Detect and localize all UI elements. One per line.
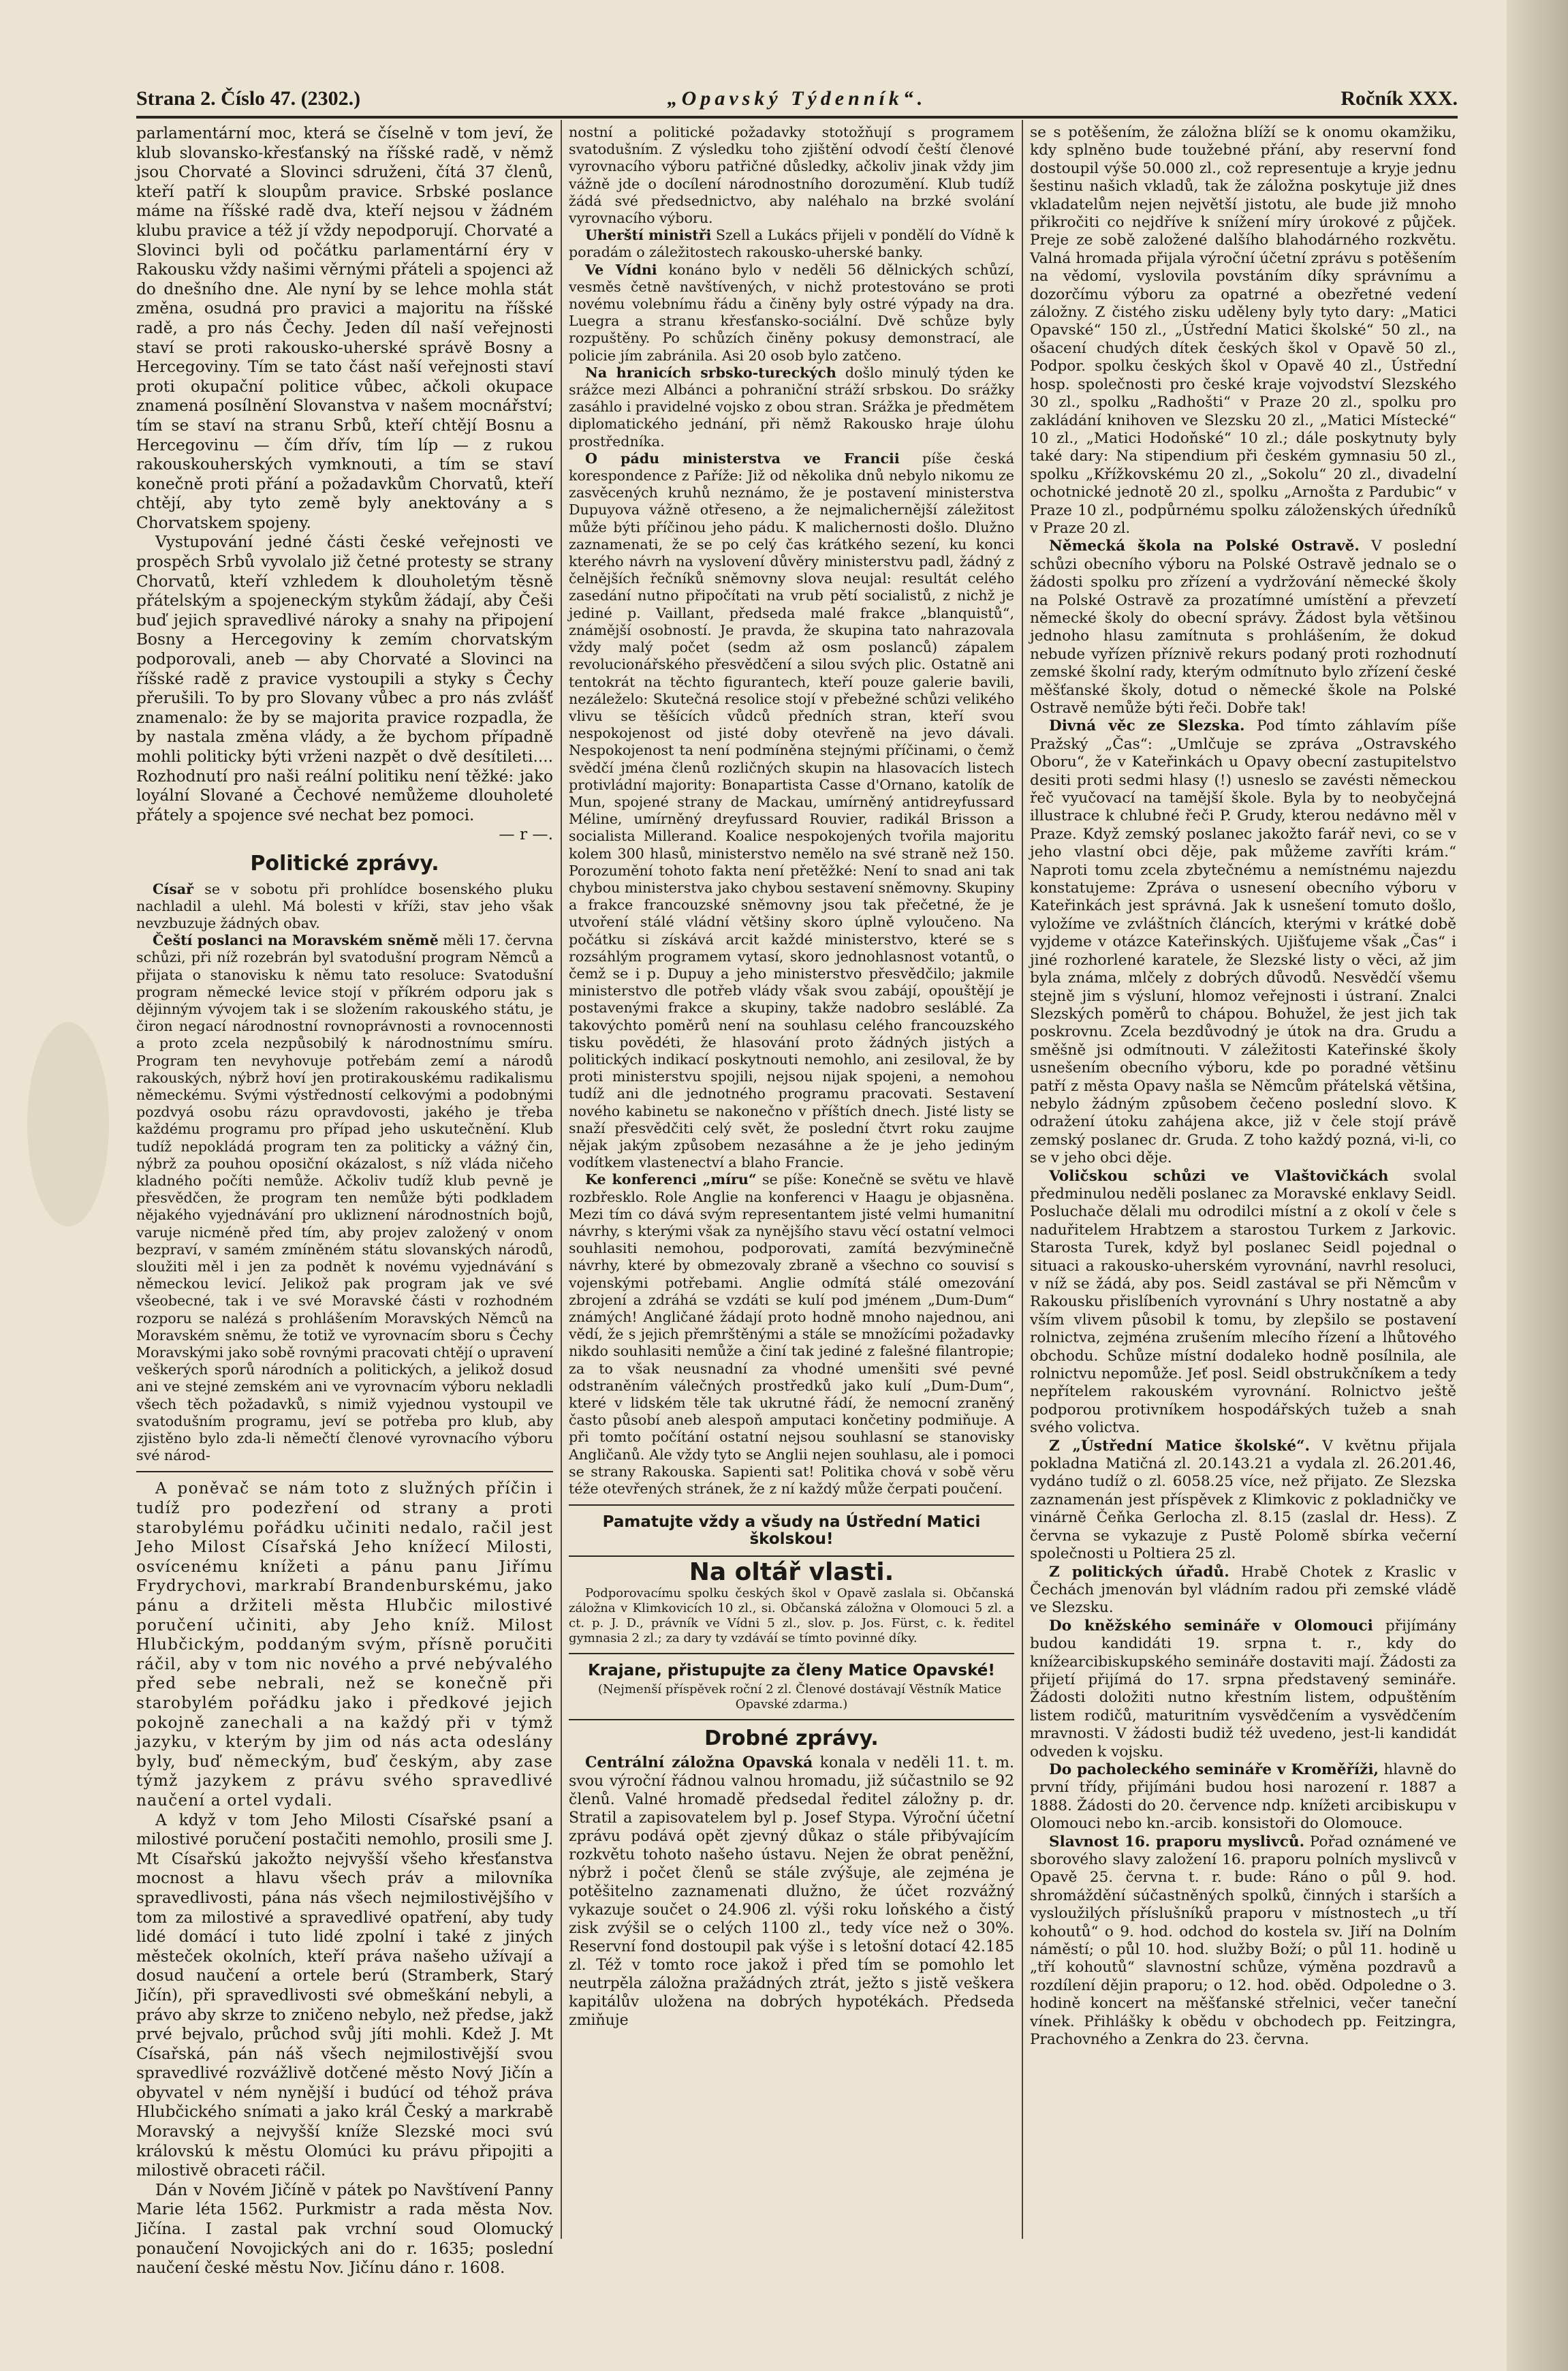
- donation-list: Podporovacímu spolku českých škol v Opavě zaslala si. Občanská záložna v Klimkovicích 10 zl., si. Občanská záložna v Olomouci 5 zl. a ct. p. J. D., právník ve Vídni 5 zl., slov. p. Jos. Fürst, c. k. ředitel gymnasia 2 zl.; za dary ty vzdáváí se tímto povinné díky.: [569, 1585, 1014, 1645]
- column-divider: [561, 120, 562, 2239]
- divider: [569, 1504, 1014, 1506]
- page-edge-shadow: [1507, 0, 1568, 2371]
- historical-document-text: A poněvač se nám toto z služných příčin i tudíž pro podezření od strany a proti starobylému pořádku učiniti nedalo, račil jest Jeho Milost Císařská Jeho knížecí Milosti, osvícenému knížeti a pánu panu Jiřímu Frydrychovi, markrabí Brandenburskému, jako pánu a držiteli města Hlubčic milostivé poručení učiniti, aby Jeho kníž. Milost Hlubčickým, poddaným svým, přísně poručiti ráčil, aby v tom nic nového a prvé nebývalého před sebe nebrali, než se konečně při starobylém pořádku jako i předkové jejich pokojně zanechali a na každý při v týmž jazyku, v kterým by jim od nás acta odeslány byly, buď německým, buď českým, aby zase týmž jazykem z právu svého spravedlivé naučení a ortel vydali.: [136, 1479, 553, 1810]
- section-heading: Na oltář vlasti.: [689, 1558, 894, 1586]
- column-3: [1030, 124, 1456, 2250]
- header-volume: Ročník XXX.: [1340, 87, 1458, 110]
- news-item: Ke konferenci „míru“ se píše: Konečně se světu ve hlavě rozbřesklo. Role Anglie na konferenci v Haagu je objasněna. Mezi tím co dává svým representantem jisté velmi humanitní návrhy, s kterými však za nynějšího stavu věcí ostatní velmoci souhlasiti nemohou, podporovati, zamítá bezvýminečně návrhy, které by obmezovaly zbraně a všechno co souvisí s vojenskými potřebami. Anglie odmítá stálé omezování zbrojení a zdráhá se vzdáti se kulí pod jménem „Dum-Dum“ známých! Angličané žádají proto hodně mnoho najednou, ani vědí, že s jejich přemrštěnými a stále se množícími požadavky nikdo souhlasiti nemůže a činí tak jediné z falešné filantropie; za to však neusnadní za vhodné umenšiti své pevné odstraněním válečných prostředků jako kulí „Dum-Dum“, které v lidském těle tak ukrutné řádí, že nemocní zraněný často působí aneb alespoň amputaci končetiny podmiňuje. A při tomto počítání ostatní nejsou souhlasní se stanovisky Angličanů. Ale vždy tyto se Anglii nejen souhlasu, ale i pomoci se strany Rakouska. Sapienti sat! Politika chová v sobě věru téže otevřených stránek, že z ní každý může čerpati poučení.: [569, 1171, 1014, 1498]
- historical-document-text: A když v tom Jeho Milosti Císařské psaní a milostivé poručení postačiti nemohlo, prosili sme J. Mt Císařskú jakožto nejvyšší všeho křesťanstva mocnost a hlavu všech práv a milovníka spravedlivosti, pána nás všech nejmilostivějšího v tom za milostivé a spravedlivé opatření, aby tudy lidé domácí i tuto lidé zpolní i také z jiných městeček okolních, kteří práva našeho užívají a dosud naučení a ortele berú (Stramberk, Starý Jičín), při spravedlivosti své obmeškání nebyli, a právo aby skrze to zničeno nebylo, než předse, jakž prvé bejvalo, průchod svůj jíti mohli. Kdež J. Mt Císařská, pán náš všech nejmilostivější svou spravedlivé rozvážlivě dotčené město Nový Jičín a obyvatel v ném nynější i budúcí od téhož práva Hlubčického snímati a jako král Český a markrabě Moravský a nejvyšší kníže Slezské moci svú královskú k městu Olomúci ku právu připojiti a milostivě obraceti ráčil.: [136, 1810, 553, 2180]
- header-page-number: Strana 2. Číslo 47. (2302.): [136, 87, 361, 110]
- divider: [569, 1555, 1014, 1557]
- news-item: Divná věc ze Slezska. Pod tímto záhlavím píše Pražský „Čas“: „Umlčuje se zpráva „Ostravského Oboru“, že v Kateřinkách u Opavy obecní zastupitelstvo desiti proti sedmi hlasy (!) usneslo se zavésti německou řeč vyučovací na tamější škole. Byla by to neobyčejná illustrace k chlubné řeči P. Grudy, kterou nedávno měl v Praze. Když zemský poslanec jakožto farář nevi, co se v jeho vlastní obci děje, pak můžeme zavříti krám.“ Naproti tomu zcela zbytečnému a nemístnému najezdu konstatujeme: Zpráva o usnesení obecního výboru v Kateřinkách jest správná. Jak k usnešení tomuto došlo, vyložíme ve zvláštních článcích, kterými v krátké době vyjdeme v otázce Kateřinských. Ujišťujeme však „Čas“ i jiné rozhorlené karatele, že Slezské listy o věci, až jim byla známa, mlčely z dobrých důvodů. Nesvědčí všemu stejně jim s výsluní, hlomoz veřejnosti i ústraní. Znalci Slezských poměrů to chápou. Bohužel, že jest jich tak poskrovnu. Zcela bezdůvodný je útok na dra. Grudu a směšně jsi odmítnouti. V záležitosti Kateřinské školy usnešením obecního výboru, kde po poradné většinu patří z města Opavy našla se Němcům přátelská většina, nebylo žádným způsobem čečeno poslední slovo. K odražení útoku zahájena akce, již v čele stojí právě zemský poslanec dr. Gruda. Z toho každý pozná, vi-li, co se v jeho obci děje.: [1030, 717, 1457, 1167]
- news-item: Voličskou schůzi ve Vlaštovičkách svolal předminulou neděli poslanec za Moravské enklavy Seidl. Posluchače dělali mu odrodilci místní a z okolí v čele s naduřitelem Hrabtzem a starostou Turkem z Jarkovic. Starosta Turek, když byl poslanec Seidl pojednal o situaci a rakousko-uherském vyrovnání, navrhl resoluci, v níž se žádá, aby pos. Seidl zastával se při Němcům v Rakousku přislíbeních vyrovnání s Uhry nostatně a aby vším vlivem působil k tomu, by zlepšilo se postavení rolnictva, zejména zrušením mlecího řízení a lhůtového obchodu. Schůze místní dodaleko hodně posílnila, ale rolnictvu nepomůže. Jeť posl. Seidl obstrukčníkem a tedy nepřítelem rakouském vyrovnání. Rolnictvo ještě podporou protivníkem hospodářských tužeb a snah svého volictva.: [1030, 1167, 1456, 1437]
- section-heading: Politické zprávy.: [250, 851, 439, 875]
- news-item: nostní a politické požadavky stotožňují s programem svatodušním. Z výsledku toho zjištění odvodí čeští členové vyrovnacího výboru patřičné důsledky, ačkoliv jinak vždy jim vážně jde o docílení národnostního dorozumění. Klub tudíž žádá své předsednictvo, aby naléhalo na brzké svolání vyrovnacího výboru.: [569, 124, 1014, 227]
- news-item: Uherští ministři Szell a Lukács přijeli v pondělí do Vídně k poradám o záležitostech rakousko-uherské banky.: [569, 227, 1014, 261]
- news-item: Do kněžského semináře v Olomouci přijímány budou kandidáti 19. srpna t. r., kdy do knížearcibiskupského semináře dostaviti mají. Žádosti za přijetí přijímá do 17. srpna představený semináře. Žádosti doložiti nutno křestním listem, odpuštěním listem rodičů, maturitním vysvědčením a vysvědčením mravnosti. V žádosti budiž též uvedeno, jest-li kandidát odveden k vojsku.: [1030, 1617, 1456, 1761]
- news-item: Centrální záložna Opavská konala v neděli 11. t. m. svou výroční řádnou valnou hromadu, již súčastnilo se 92 členů. Valné hromadě předsedal ředitel záložny p. dr. Stratil a zapisovatelem byl p. Josef Stypa. Výroční účetní zprávu podává opět zjevný důkaz o stále přibývajícím rozkvětu tohoto našeho ústavu. Nejen že obrat peněžní, nýbrž i počet členů se stále zvýšuje, ale zejména je potěšitelno zaznamenati dlužno, že účet rozvážný vykazuje součet o 24.906 zl. výši roku loňského a čistý zisk zvýšil se o celých 1100 zl., tedy více než o 30%. Reservní fond dostoupil pak výše i s letošní dotací 42.185 zl. Též v tomto roce jakož i před tím se pomohlo let neutrpěla záložna pražádných ztrát, ježto s jistě veškera kapitálův uložena na dobrých hypotékách. Předseda zmiňuje: [569, 1754, 1014, 2030]
- news-item: Ve Vídni konáno bylo v neděli 56 dělnických schůzí, vesměs četně navštívených, v nichž protestováno se proti novému volebnímu řádu a činěny byly ostré výpady na dra. Luegra a stranu křesťansko-sociální. Dvě schůze byly rozpuštěny. Po schůzích činěny pokusy demonstrací, ale policie jím zabránila. Asi 20 osob bylo zatčeno.: [569, 261, 1014, 364]
- divider: [569, 1653, 1014, 1654]
- divider: [136, 1471, 553, 1472]
- paper-stain: [27, 1022, 109, 1226]
- news-item: Do pacholeckého semináře v Kroměříži, hlavně do první třídy, přijímáni budou hosi narození r. 1887 a 1888. Žádosti do 20. července ndp. knížeti arcibiskupu v Olomouci nebo kn.-arcib. konsistoři do Olomouce.: [1030, 1761, 1456, 1833]
- page-header: [136, 87, 1458, 114]
- news-item: Císař se v sobotu při prohlídce bosenského pluku nachladil a ulehl. Má bolesti v kříži, stav jeho však nevzbuzuje žádných obav.: [136, 880, 553, 931]
- column-2: [569, 124, 1014, 2250]
- historical-document-text: Dán v Novém Jičíně v pátek po Navštívení Panny Marie léta 1562. Purkmistr a rada města Nov. Jičína. I zastal pak vrchní soud Olomucký ponaučení Novojických ani do r. 1635; poslední naučení české městu Nov. Jičínu dáno r. 1608.: [136, 2180, 553, 2278]
- column-1: [136, 124, 553, 2278]
- membership-note: (Nejmenší příspěvek roční 2 zl. Členové dostávají Věstník Matice Opavské zdarma.): [597, 1682, 1002, 1712]
- matice-appeal: Pamatujte vždy a všudy na Ústřední Matici školskou!: [602, 1513, 981, 1549]
- news-item: Z „Ústřední Matice školské“. V květnu přijala pokladna Matičná zl. 20.143.21 a vydala zl. 26.201.46, vydáno tudíž o zl. 6058.25 více, než přijato. Ze Slezska zaznamenán jest příspěvek z Klimkovic z pokladničky ve vinárně Čeňka Gerlocha zl. 8.15 (zaslal dr. Hess). Z června se vykazuje z Pustě Polomě sbírka večerní společnosti u Poltiera 25 zl.: [1030, 1437, 1456, 1563]
- section-heading: Drobné zprávy.: [704, 1726, 879, 1751]
- divider: [569, 1719, 1014, 1720]
- header-rule: [136, 116, 1458, 119]
- news-item: O pádu ministerstva ve Francii píše česká korespondence z Paříže: Již od několika dnů nebylo nikomu ze zasvěcených kruhů neznámo, že je postavení ministerstva Dupuyova vážně otřeseno, a že nejmalichernější záležitost může býti příčinou jeho pádu. K malichernosti došlo. Dlužno zaznamenati, že se po celý čas krátkého sezení, ku konci kterého návrh na vyslovení důvěry ministerstvu padl, žádný z čelnějších řečníků sněmovny slova neujal: resultát celého zasedání nutno připočítati na vrub pětí socialistů, z nichž je jediné p. Vaillant, předseda malé frakce „blanquistů“, známější osobností. Je pravda, že skupina tato nahrazovala vždy malý počet (sedm až osm poslanců) zápalem revolucionářského přesvědčení a silou svých plic. Ostatně ani tentokrát na těchto figurantech, kteří pouze galerie bavili, nezáleželo: Skutečná resolice stojí v přebežné schůzi velikého vlivu se těšících vůdců předních stran, kteří svou nespokojenost od jisté doby otevřeně na jevo dávali. Nespokojenost ta není podmíněna stejnými příčinami, o čemž svědčí jména členů rozličných skupin na hlasovacích listech protivládní majority: Bonapartista Casse d'Ornano, katolík de Mun, spojené strany de Mackau, umírněný antidreyfussard Méline, umírněný dreyfussard Rouvier, radikál Brisson a socialista Millerand. Koalice nespokojených tvořila majoritu kolem 300 hlasů, ministerstvo nemělo na své straně než 150. Porozumění tohoto fakta není přetěžké: Není to snad ani tak chybou ministerstva jako chybou sestavení sněmovny. Skupiny a frakce francouzské sněmovny jsou tak přečetné, že je utvoření stálé vládní většiny skoro úplně vyloučeno. Na počátku si získává arcit každé ministerstvo, které se s rozsáhlým programem vytasí, skoro jednohlasnost votantů, o čemž se i p. Dupuy a jeho ministerstvo přesvědčilo; jakmile ministerstvo dle potřeb vlády však svou zabájí, opouštějí je postavenými frakce a skupiny, takže nadobro sesláblé. Za takovýchto poměrů není na souhlasu celého francouzského tisku povědéti, že hlasování proto žádných jistých a politických indikací poskytnouti nemohlo, ani zesiloval, že by proti ministerstvu spojili, nejsou nijak spojeni, a nemohou tudíž ani dle jednotného programu pracovati. Sestavení nového kabinetu se nakonečno v příštích dnech. Jisté listy se snaží přesvědčiti celý svět, že poslední čtvrt roku zaujme nějak jakým způsobem nezasáhne a že je jeho jediným vodítkem vlastenectví a blaho Francie.: [569, 450, 1014, 1171]
- news-item: Na hranicích srbsko-tureckých došlo minulý týden ke srážce mezi Albánci a pohraniční stráží srbskou. Do srážky zasáhlo i pravidelné vojsko z obou stran. Srážka je předmětem diplomatického jednání, při němž Rakousko hraje úlohu prostředníka.: [569, 364, 1014, 450]
- news-item: Slavnost 16. praporu myslivců. Pořad oznámené ve sborového slavy založení 16. praporu polních myslivců v Opavě 25. června t. r. bude: Ráno o půl 9. hod. shromáždění súčastněných spolků, činných i starších a vysloužilých příslušníků praporu v místnostech „u tří kohoutů“ o 9. hod. odchod do kostela sv. Jiří na Dolním náměstí; o půl 10. hod. služby Boží; o půl 11. hodině u „tří kohoutů“ slavnostní schůze, výměna pozdravů a rozdílení dějin praporu; o 12. hod. oběd. Odpoledne o 3. hodině koncert na měšťanské střelnici, večer taneční vínek. Přihlášky k obědu v obchodech pp. Feitzingra, Prachovného a Zenkra do 23. června.: [1030, 1833, 1456, 2049]
- article-signature: — r —.: [499, 825, 553, 844]
- news-item: Z politických úřadů. Hrabě Chotek z Kraslic v Čechách jmenován byl vládním radou při zemské vládě ve Slezsku.: [1030, 1563, 1456, 1617]
- membership-appeal: Krajane, přistupujte za členy Matice Opavské!: [588, 1661, 995, 1679]
- news-item: Německá škola na Polské Ostravě. V poslední schůzi obecního výboru na Polské Ostravě jednalo se o žádosti spolku pro zřízení a vydržování německé školy na Polské Ostravě za prozatímné umístění a převzetí německé školy do obecní správy. Žádost byla většinou jednoho hlasu zamítnuta s prohlášením, že dokud nebude vyřízen příznivě rekurs podaný proti rozhodnutí zemské školní rady, kterým odmítnuto bylo zřízení české měšťanské školy, dotud o německé škole na Polské Ostravě nemůže býti řeči. Dobře tak!: [1030, 538, 1456, 717]
- article-paragraph: Vystupování jedné části české veřejnosti ve prospěch Srbů vyvolalo již četné protesty se strany Chorvatů, kteří vzhledem k dlouholetým těsně přátelským a spojeneckým stykům žádají, aby Češi buď jejich spravedlivé nároky a snahy na připojení Bosny a Hercegoviny k zemím chorvatským podporovali, aneb — aby Chorvaté a Slovinci na říšské radě z pravice vystoupili a styky s Čechy přerušili. To by pro Slovany vůbec a pro nás zvlášť znamenalo: že by se majorita pravice rozpadla, že by nastala změna vlády, a že bychom případně mohli politicky býti vrženi nazpět o dvě desítileti.... Rozhodnutí pro naši reální politiku není těžké: jako loyální Slované a Čechové nemůžeme dlouholeté přátely a spojence své nechat bez pomoci.: [136, 533, 553, 824]
- article-paragraph: parlamentární moc, která se číselně v tom jeví, že klub slovansko-křesťanský na říšské radě, v němž jsou Chorvaté a Slovinci sdruženi, čítá 37 členů, kteří patří k sloupům pravice. Srbské poslance máme na říšské radě dva, kteří nejsou v žádném klubu pravice a též jí vždy nepodporují. Chorvaté a Slovinci byli od počátku parlamentární éry v Rakousku vždy našimi věrnými přáteli a spojenci až do dnešního dne. Ale nyní by se lehce mohla stát změna, osudná pro pravici a majoritu na říšské radě, a pro nás Čechy. Jeden díl naší veřejnosti staví se proti rakousko-uherské správě Bosny a Hercegoviny. Tím se tato část naší veřejnosti staví proti okupační politice vůbec, ačkoli okupace znamená posílnění Slovanstva v našem mocnářství; tím se staví na stranu Srbů, kteří chtějí Bosnu a Hercegovinu — čím dřív, tím líp — z rukou rakouskouherských vymknouti, a tím se staví konečně proti přání a požadavkům Chorvatů, kteří chtějí, aby tyto země byly anektovány a s Chorvatskem spojeny.: [136, 124, 553, 532]
- column-divider: [1022, 120, 1023, 2239]
- news-item: se s potěšením, že záložna blíží se k onomu okamžiku, kdy splněno bude toužebné přání, aby reservní fond dostoupil výše 50.000 zl., což representuje a kryje jednu šestinu našich vkladů, tak že záložna poskytuje již dnes vkladatelům nejen největší jistotu, ale bude již mnoho přikročiti co nejdříve k snížení míry úrokové z půjček. Preje ze sobě založené dalšího blahodárného rozkvětu. Valná hromada přijala výroční účetní zprávu s potěšením na vědomí, vyslovila povstáním díky správnímu a dozorčímu výboru za opatrné a obezřetné vedení záložny. Z čistého zisku uděleny byly tyto dary: „Matici Opavské“ 150 zl., „Ústřední Matici školské“ 50 zl., na ošacení chudých dítek českých škol v Opavě 50 zl., Podpor. spolku českých škol v Opavě 40 zl., Ústřední hosp. společnosti pro české kraje vojvodství Slezského 30 zl., spolku „Radhošti“ v Praze 20 zl., spolku pro zakládání knihoven ve Slezsku 20 zl., „Matici Místecké“ 10 zl., „Matici Hodoňské“ 10 zl.; dále poskytnuty byly také dary: Na stipendium při českém gymnasiu 50 zl., spolku „Křížkovskému 20 zl., „Sokolu“ 20 zl., divadelní ochotnické jednotě 20 zl., spolku „Arnošta z Pardubic“ v Praze 10 zl., podpůrnému spolku záloženských úředníků v Praze 20 zl.: [1030, 124, 1456, 537]
- header-newspaper-title: „Opavský Týdenník“.: [667, 87, 927, 110]
- news-item: Čeští poslanci na Moravském sněmě měli 17. června schůzi, při níž rozebrán byl svatodušní program Němců a přijata o stanovisku k němu tato resoluce: Svatodušní program německé levice stojí v příkrém odporu jak s dějinným vývojem tak i se složením rakouského státu, je čiron negací národnostní rovnoprávnosti a rovnocennosti a proto zcela nezpůsobilý k národnostnímu smíru. Program ten nevyhovuje potřebám zemí a národů rakouských, nýbrž hoví jen protirakouskému radikalismu německému. Svými výstředností celkovými a podobnými pozdvyá osobu rázu opravdovosti, jakého je třeba každému programu pro případ jeho uskutečnění. Klub tudíž nepokládá program ten za politicky a vážný čin, nýbrž za pouhou oposiční okázalost, s níž vláda ničeho kladného počíti nemůže. Ačkoliv tudíž klub pevně je přesvědčen, že program ten nemůže býti podkladem nějakého vyjednávání pro ukliznení národnostních bojů, varuje nicméně před tím, aby projev založený v onom bezpraví, v samém zmíněném státu slovanských národů, sloužiti měl i jen za podnět k novému vyjednávání s německou levicí. Jelikož pak program jak ve své všeobecné, tak i ve své Moravské části v rozhodném rozporu se nalézá s prohlášením Moravských Němců na Moravském sněmu, že totiž ve vyrovnacím sboru s Čechy Moravskými jako sobě rovnými pracovati chtějí o upravení veškerých sporů národních a politických, a jelikož dosud ani ve stejné zemském ani ve vyrovnacím výboru nekladli všech těch požadavků, s nimiž vyjednou vystoupil ve svatodušním programu, jeví se potřeba pro klub, aby zjistěno bylo zda-li němečtí členové vyrovnacího výboru své národ-: [136, 932, 553, 1464]
